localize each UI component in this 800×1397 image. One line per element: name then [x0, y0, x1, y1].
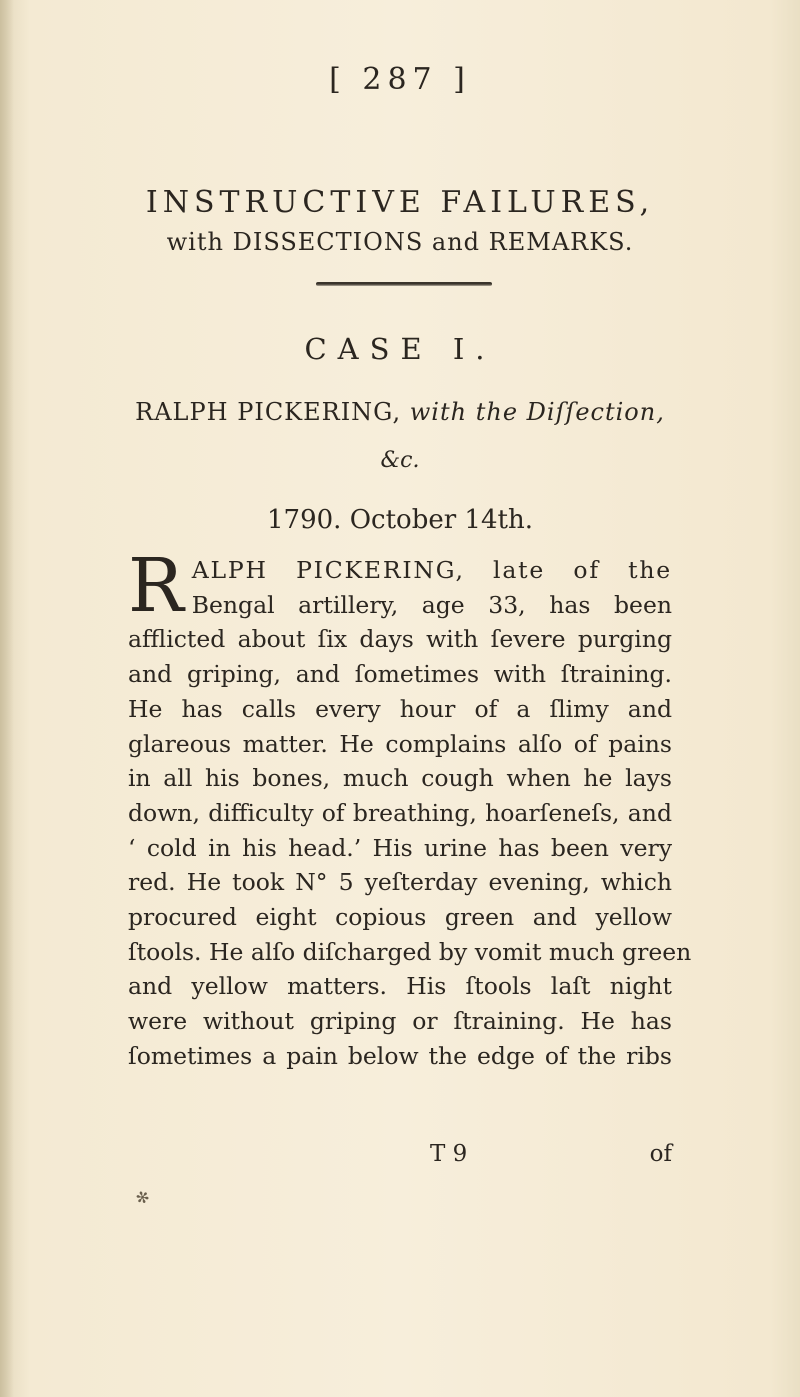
case-subtitle-etc: &c. — [380, 448, 420, 473]
ink-stain-mark: ✻ — [133, 1186, 153, 1209]
section-heading: INSTRUCTIVE FAILURES, — [145, 185, 655, 220]
catchword: of — [649, 1141, 672, 1167]
divider-rule — [316, 282, 492, 286]
case-heading: CASE I. — [304, 332, 496, 366]
case-subtitle — [0, 398, 800, 426]
body-line: procured eight copious green and yellow — [128, 903, 672, 932]
signature-mark: T 9 — [430, 1141, 468, 1167]
body-line: red. He took N° 5 yeſterday evening, which — [128, 868, 672, 897]
case-subtitle-italic: with the Diſſection, — [409, 398, 665, 426]
body-line: down, difficulty of breathing, hoarſeneſs, and — [128, 798, 672, 827]
case-patient-name: RALPH PICKERING, — [135, 398, 402, 426]
body-line: Bengal artillery, age 33, has been — [191, 590, 672, 619]
body-line: ALPH PICKERING, late of the — [191, 556, 672, 584]
section-subheading: with DISSECTIONS and REMARKS. — [166, 228, 634, 256]
body-paragraph — [128, 543, 692, 1074]
body-line: in all his bones, much cough when he lays — [128, 764, 672, 793]
body-line: afflicted about ſix days with ſevere purging — [128, 625, 672, 654]
body-line: ſometimes a pain below the edge of the ribs — [128, 1041, 672, 1070]
body-line: and yellow matters. His ſtools laſt night — [128, 972, 672, 1001]
body-line: glareous matter. He complains alſo of pains — [128, 729, 672, 758]
drop-cap: R — [128, 543, 184, 629]
body-line: were without griping or ſtraining. He has — [128, 1007, 672, 1036]
page-number: [ 287 ] — [329, 62, 471, 97]
body-line: ‘ cold in his head.’ His urine has been very — [128, 833, 672, 862]
body-line: He has calls every hour of a ſlimy and — [128, 694, 672, 723]
page-footer — [128, 1141, 672, 1173]
body-line: and griping, and ſometimes with ſtraining. — [128, 660, 672, 689]
body-line: ſtools. He alſo diſcharged by vomit much green — [128, 937, 692, 966]
case-date: 1790. October 14th. — [267, 505, 533, 535]
